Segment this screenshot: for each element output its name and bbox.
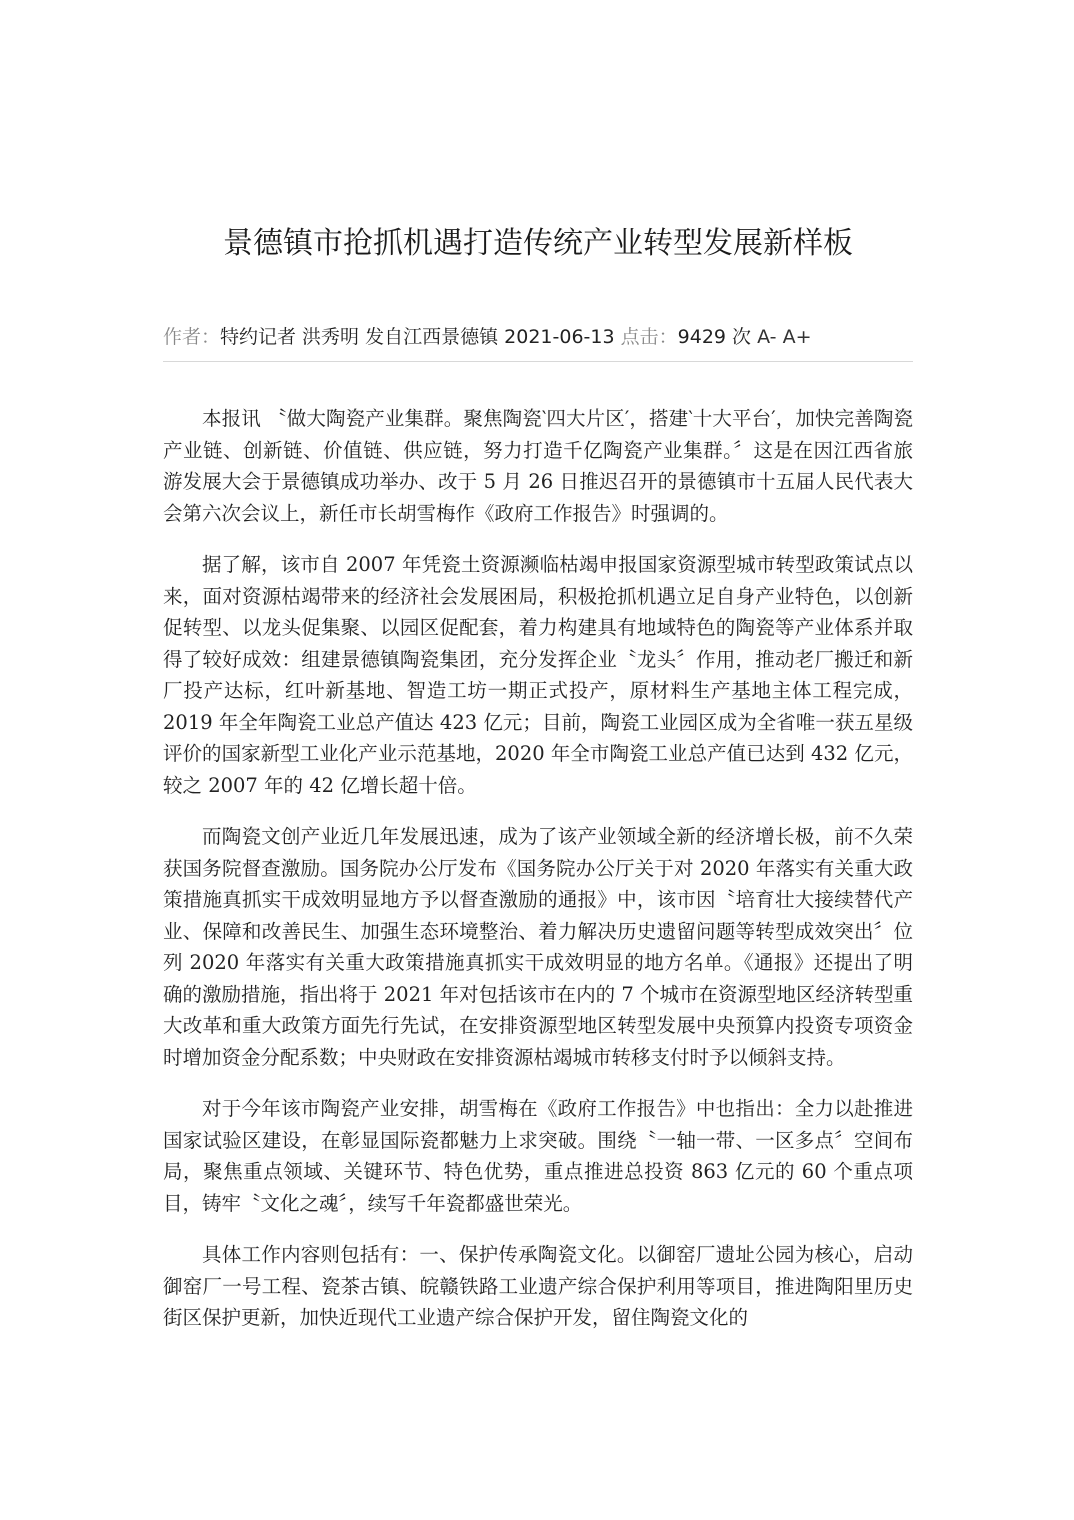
article-paragraph: 而陶瓷文创产业近几年发展迅速，成为了该产业领域全新的经济增长极，前不久荣获国务院督查激励。国务院办公厅发布《国务院办公厅关于对 2020 年落实有关重大政策措施真抓实干成效明显地方予以督查激励的通报》中，该市因〝培育壮大接续替代产业、保障和改善民生、加强生态环境整治、着力解决历史遗留问题等转型成效突出〞位列 2020 年落实有关重大政策措施真抓实干成效明显的地方名单。《通报》还提出了明确的激励措施，指出将于 2021 年对包括该市在内的 7 个城市在资源型地区经济转型重大改革和重大政策方面先行先试，在安排资源型地区转型发展中央预算内投资专项资金时增加资金分配系数；中央财政在安排资源枯竭城市转移支付时予以倾斜支持。 bbox=[163, 825, 913, 1069]
article-body bbox=[163, 403, 913, 1354]
article-paragraph: 本报讯 〝做大陶瓷产业集群。聚焦陶瓷‵四大片区′，搭建‵十大平台′，加快完善陶瓷产业链、创新链、价值链、供应链，努力打造千亿陶瓷产业集群。〞这是在因江西省旅游发展大会于景德镇成功举办、改于 5 月 26 日推迟召开的景德镇市十五届人民代表大会第六次会议上，新任市长胡雪梅作《政府工作报告》时强调的。 bbox=[163, 407, 913, 525]
author-name: 特约记者 洪秀明 发自江西景德镇 bbox=[220, 326, 499, 348]
article-paragraph: 据了解，该市自 2007 年凭瓷土资源濒临枯竭申报国家资源型城市转型政策试点以来，面对资源枯竭带来的经济社会发展困局，积极抢抓机遇立足自身产业特色，以创新促转型、以龙头促集聚、以园区促配套，着力构建具有地域特色的陶瓷等产业体系并取得了较好成效：组建景德镇陶瓷集团，充分发挥企业〝龙头〞作用，推动老厂搬迁和新厂投产达标，红叶新基地、智造工坊一期正式投产，原材料生产基地主体工程完成，2019 年全年陶瓷工业总产值达 423 亿元；目前，陶瓷工业园区成为全省唯一获五星级评价的国家新型工业化产业示范基地，2020 年全市陶瓷工业总产值已达到 432 亿元，较之 2007 年的 42 亿增长超十倍。 bbox=[163, 553, 913, 797]
publish-date: 2021-06-13 bbox=[504, 326, 615, 348]
clicks-label: 点击： bbox=[620, 326, 678, 348]
click-count: 9429 次 bbox=[677, 326, 752, 348]
article-title: 景德镇市抢抓机遇打造传统产业转型发展新样板 bbox=[223, 226, 853, 261]
article-paragraph: 具体工作内容则包括有：一、保护传承陶瓷文化。以御窑厂遗址公园为核心，启动御窑厂一号工程、瓷茶古镇、皖赣铁路工业遗产综合保护利用等项目，推进陶阳里历史街区保护更新，加快近现代工业遗产综合保护开发，留住陶瓷文化的 bbox=[163, 1243, 913, 1329]
author-label: 作者： bbox=[163, 326, 221, 348]
font-smaller-button[interactable]: A- bbox=[757, 326, 777, 348]
article-paragraph: 对于今年该市陶瓷产业安排，胡雪梅在《政府工作报告》中也指出：全力以赴推进国家试验区建设，在彰显国际瓷都魅力上求突破。围绕〝一轴一带、一区多点〞空间布局，聚焦重点领域、关键环节、特色优势，重点推进总投资 863 亿元的 60 个重点项目，铸牢〝文化之魂〞，续写千年瓷都盛世荣光。 bbox=[163, 1097, 913, 1215]
article-meta bbox=[163, 322, 913, 362]
font-larger-button[interactable]: A+ bbox=[782, 326, 812, 348]
